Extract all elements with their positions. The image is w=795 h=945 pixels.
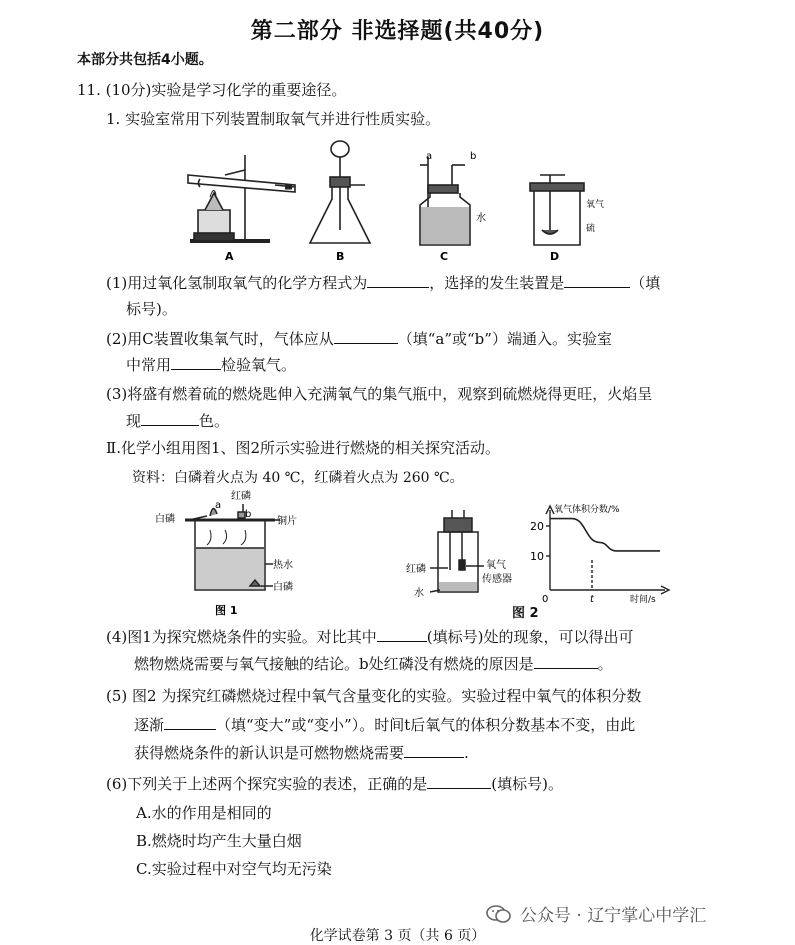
section-title: 第二部分 非选择题(共40分) [250,19,545,44]
info-line: 资料：白磷着火点为 40 ℃，红磷着火点为 260 ℃。 [132,470,464,486]
figure-2-graph [520,500,680,610]
q2-line1: (2)用C装置收集氧气时，气体应从 （填“a”或“b”）端通入。实验室 [106,330,612,348]
page-footer: 化学试卷第 3 页（共 6 页） [309,928,486,944]
o2-curve [550,519,660,551]
fig1-white-p2: 白磷 [273,582,293,593]
q5-line2: 逐渐 （填“变大”或“变小”）。时间t后氧气的体积分数基本不变，由此 [134,716,636,734]
fig1-red-p: 红磷 [231,491,251,502]
section-subtitle: 本部分共包括4小题。 [77,52,213,68]
wechat-icon [486,904,512,924]
question-stem: 11. (10分)实验是学习化学的重要途径。 [77,81,347,99]
part2-intro: Ⅱ.化学小组用图1、图2所示实验进行燃烧的相关探究活动。 [106,439,501,457]
fig1-white-p: 白磷 [155,514,175,525]
apparatus-c [420,157,470,245]
q5-line3: 获得燃烧条件的新认识是可燃物燃烧需要 . [134,744,469,762]
option-a: A.水的作用是相同的 [136,804,272,822]
fig1-copper: 铜片 [277,516,297,527]
fig2-red-p: 红磷 [406,564,426,575]
label-c-a: a [426,151,433,162]
fig2-water: 水 [414,588,424,599]
option-c: C.实验过程中对空气均无污染 [136,860,332,878]
apparatus-a [188,155,295,241]
apparatus-b [310,141,370,243]
graph-xlabel: 时间/s [630,595,656,605]
fig1-hot-water: 热水 [273,560,293,571]
part1-intro: 1. 实验室常用下列装置制取氧气并进行性质实验。 [106,110,441,128]
label-c-water: 水 [476,213,486,224]
fig2-caption: 图 2 [512,606,539,621]
graph-t: t [590,594,594,605]
fig2-sensor-2: 传感器 [482,574,512,585]
graph-origin: 0 [542,594,549,605]
label-d-oxygen: 氧气 [586,200,605,210]
graph-y20: 20 [530,520,544,533]
graph-y10: 10 [530,550,544,563]
q1-line2: 标号)。 [126,300,177,318]
label-c-b: b [470,151,477,162]
q1-line1: (1)用过氧化氢制取氧气的化学方程式为 ，选择的发生装置是 （填 [106,274,661,292]
label-d: D [550,250,560,263]
q5-line1: (5) 图2 为探究红磷燃烧过程中氧气含量变化的实验。实验过程中氧气的体积分数 [106,687,642,705]
graph-ylabel: 氧气体积分数/% [554,505,620,515]
option-b: B.燃烧时均产生大量白烟 [136,832,302,850]
fig2-sensor-1: 氧气 [486,560,506,571]
q4-line2: 燃物燃烧需要与氧气接触的结论。b处红磷没有燃烧的原因是 。 [134,655,613,673]
apparatus-figure [180,135,605,270]
apparatus-d [530,175,584,245]
fig1-a: a [215,500,222,511]
watermark-text: 公众号 · 辽宁掌心中学汇 [520,906,707,926]
q4-line1: (4)图1为探究燃烧条件的实验。对比其中 (填标号)处的现象，可以得出可 [106,628,634,646]
figure-1 [155,490,305,620]
figure-2-apparatus [400,510,520,610]
q2-line2: 中常用 检验氧气。 [126,356,297,374]
q3-line1: (3)将盛有燃着硫的燃烧匙伸入充满氧气的集气瓶中，观察到硫燃烧得更旺，火焰呈 [106,385,653,403]
q6-line: (6)下列关于上述两个探究实验的表述，正确的是 (填标号)。 [106,775,563,793]
label-a: A [225,250,234,263]
fig1-b: b [245,509,252,520]
watermark [486,901,706,926]
label-d-sulfur: 硫 [586,224,596,234]
q3-line2: 现 色。 [126,412,230,430]
fig1-caption: 图 1 [215,604,238,617]
label-c: C [440,250,449,263]
label-b: B [336,250,345,263]
